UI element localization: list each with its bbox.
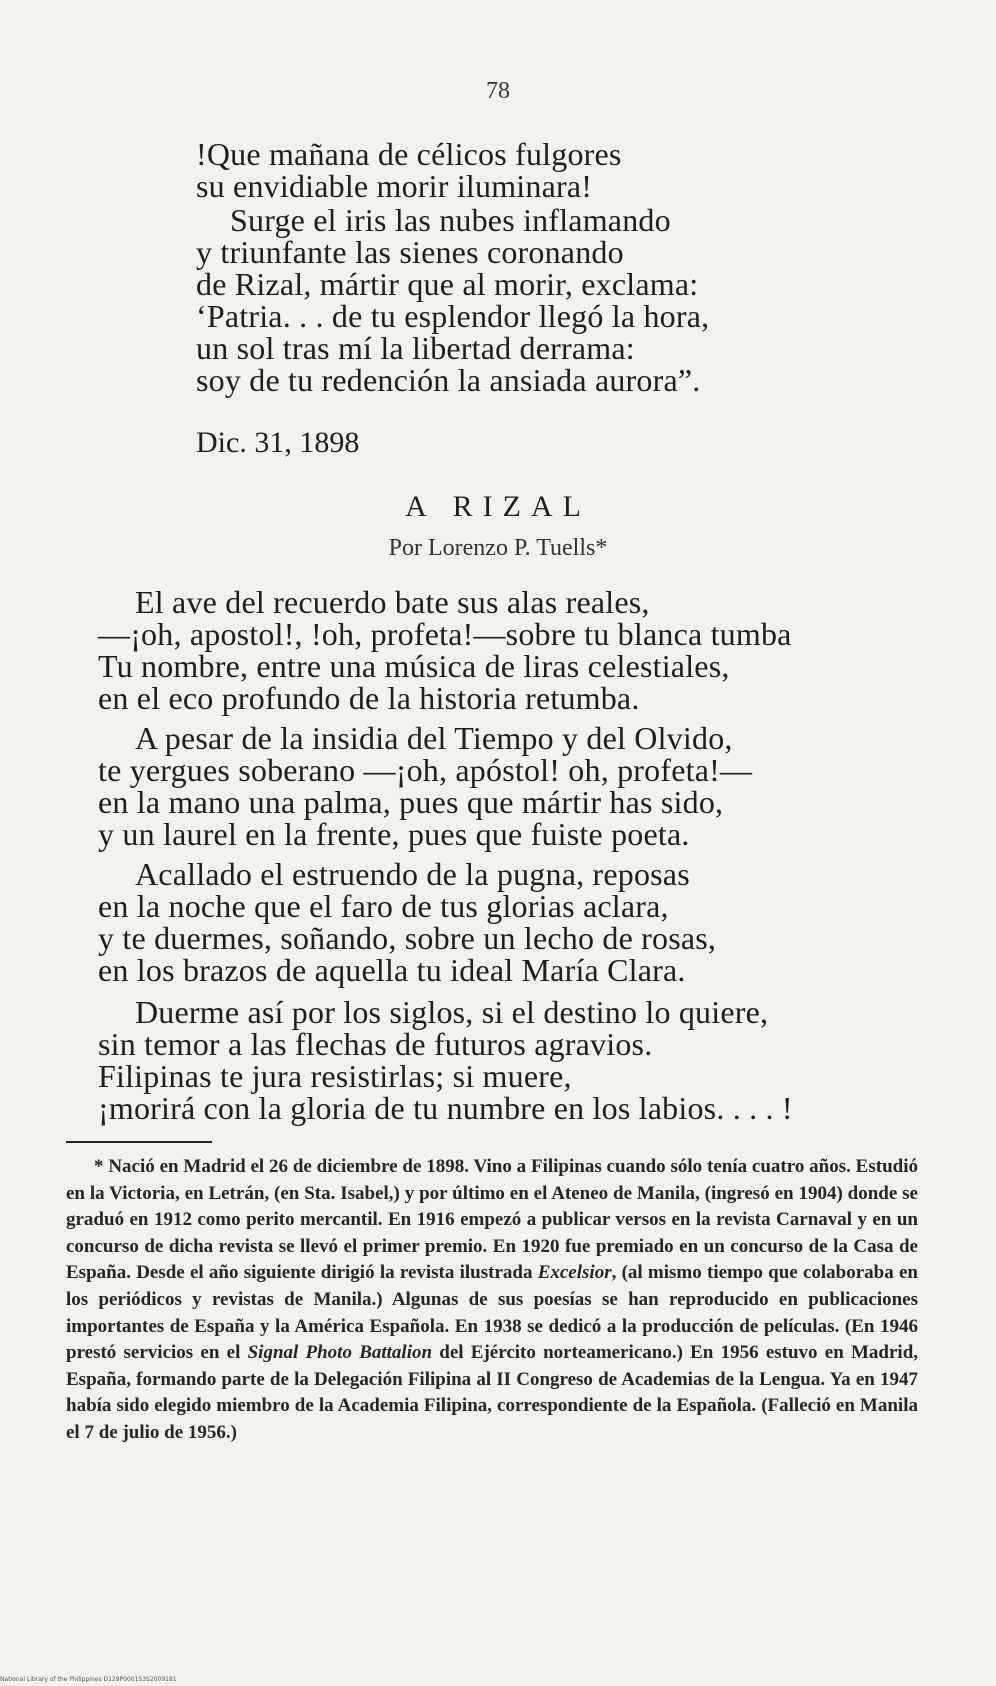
- poem-line: ‘Patria. . . de tu esplendor llegó la hora,: [196, 298, 710, 334]
- footnote-text: [66, 1154, 918, 1447]
- poem-line: y te duermes, soñando, sobre un lecho de rosas,: [98, 920, 717, 956]
- footnote-italic-title: Excelsior: [537, 1262, 612, 1284]
- poem-line: Tu nombre, entre una música de liras celestiales,: [98, 648, 730, 684]
- footnote-italic-title: Signal Photo Battalion: [247, 1342, 433, 1364]
- footnote-divider: [66, 1141, 212, 1143]
- poem-line: ¡morirá con la gloria de tu numbre en los labios. . . . !: [98, 1090, 793, 1126]
- poem-line: El ave del recuerdo bate sus alas reales,: [135, 584, 650, 620]
- footnote-part: , (al mismo tiempo que colaboraba en los periódicos y revistas de Manila.) Algunas de sus poesías se han reproducido en publicaciones importantes de España y la América Española. En 1938 se dedicó a la producción de películas. (En 1946 prestó servicios en el: [66, 1262, 918, 1364]
- poem-title: A RIZAL: [405, 490, 591, 523]
- poem-line: —¡oh, apostol!, !oh, profeta!—sobre tu blanca tumba: [98, 616, 792, 652]
- poem-line: Acallado el estruendo de la pugna, reposas: [135, 856, 690, 892]
- poem-line: te yergues soberano —¡oh, apóstol! oh, profeta!—: [98, 752, 753, 788]
- page-number: 78: [486, 78, 510, 104]
- poem-line: !Que mañana de célicos fulgores: [196, 136, 622, 172]
- library-scan-label: National Library of the Philippines D129P0001S3S2009181: [0, 1676, 177, 1683]
- poem-line: su envidiable morir iluminara!: [196, 168, 593, 204]
- poem-line: y triunfante las sienes coronando: [196, 234, 624, 270]
- poem-line: sin temor a las flechas de futuros agravios.: [98, 1026, 653, 1062]
- footnote: [66, 1154, 918, 1447]
- poem-line: Filipinas te jura resistirlas; si muere,: [98, 1058, 572, 1094]
- poem-line: un sol tras mí la libertad derrama:: [196, 330, 635, 366]
- footnote-part: * Nació en Madrid el 26 de diciembre de 1898. Vino a Filipinas cuando sólo tenía cuatro años. Estudió en la Victoria, en Letrán, (en Sta. Isabel,) y por último en el Ateneo de Manila, (ingresó en 1904) donde se graduó en 1912 como perito mercantil. En 1916 empezó a publicar versos en la revista Carnaval y en un concurso de dicha revista se llevó el primer premio. En 1920 fue premiado en un concurso de la Casa de España. Desde el año siguiente dirigió la revista ilustrada: [66, 1156, 918, 1284]
- poem-author: Por Lorenzo P. Tuells*: [388, 535, 608, 561]
- footnote-part: del Ejército norteamericano.) En 1956 estuvo en Madrid, España, formando parte de la Delegación Filipina al II Congreso de Academias de la Lengua. Ya en 1947 había sido elegido miembro de la Academia Filipina, correspondiente de la Española. (Falleció en Manila el 7 de julio de 1956.): [66, 1342, 919, 1443]
- poem-line: en la noche que el faro de tus glorias aclara,: [98, 888, 669, 924]
- poem-line: en la mano una palma, pues que mártir has sido,: [98, 784, 724, 820]
- poem-line: Duerme así por los siglos, si el destino lo quiere,: [135, 994, 769, 1030]
- poem-line: en el eco profundo de la historia retumba.: [98, 680, 640, 716]
- poem-line: Surge el iris las nubes inflamando: [230, 202, 671, 238]
- poem-line: de Rizal, mártir que al morir, exclama:: [196, 266, 699, 302]
- poem-line: A pesar de la insidia del Tiempo y del Olvido,: [135, 720, 733, 756]
- poem-date: Dic. 31, 1898: [196, 426, 360, 459]
- poem-line: y un laurel en la frente, pues que fuiste poeta.: [98, 816, 690, 852]
- poem-line: soy de tu redención la ansiada aurora”.: [196, 362, 701, 398]
- poem-line: en los brazos de aquella tu ideal María Clara.: [98, 952, 686, 988]
